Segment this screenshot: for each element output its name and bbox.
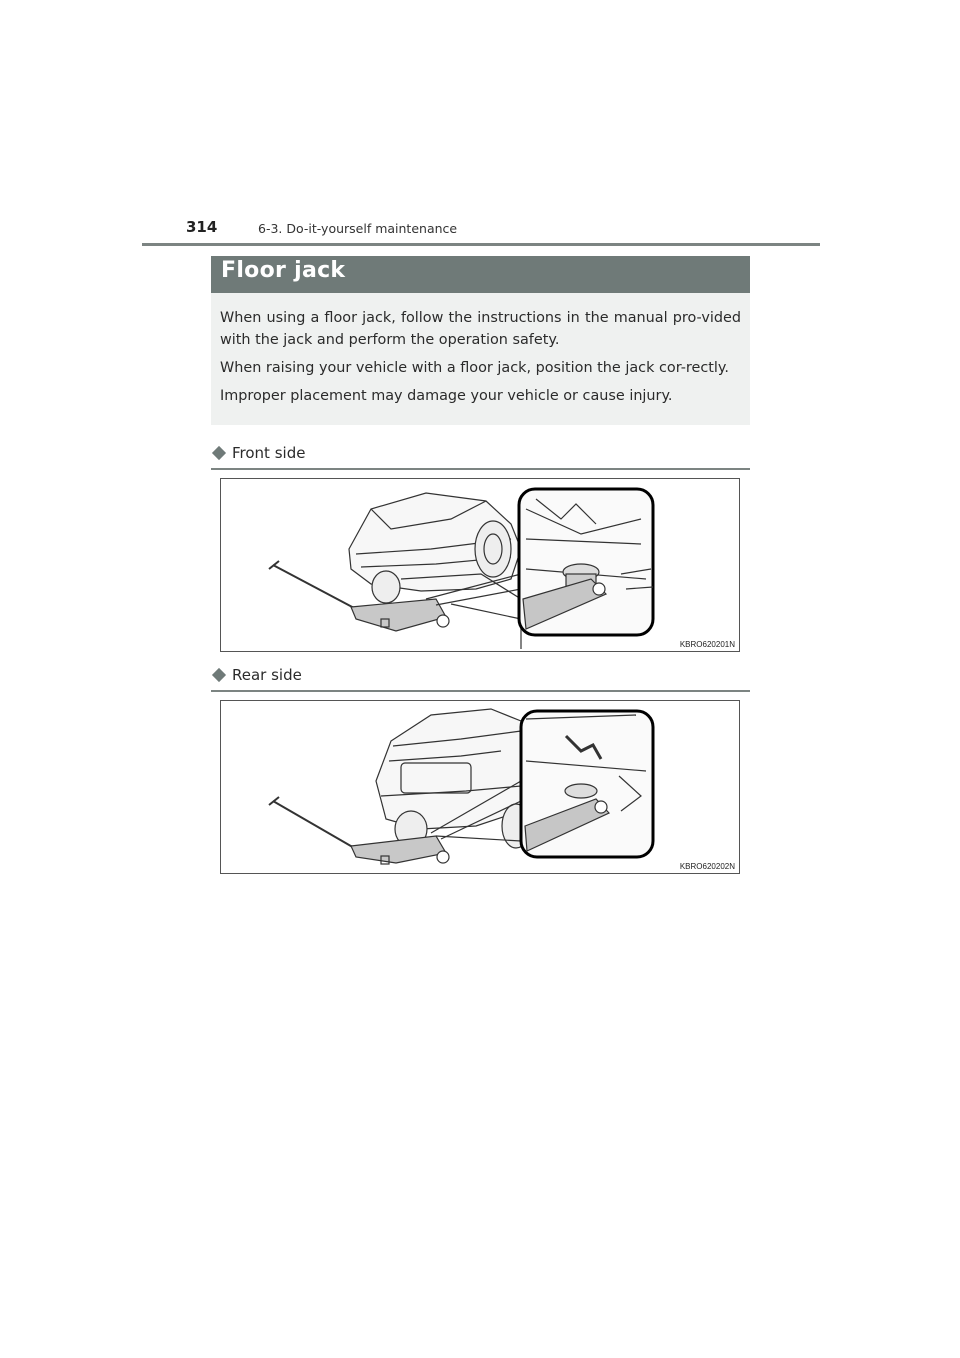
rear-jack-illustration [221, 701, 739, 873]
rear-side-divider [211, 690, 750, 692]
header-divider [142, 243, 820, 246]
rear-side-label: Rear side [232, 666, 302, 684]
front-jack-illustration [221, 479, 739, 651]
figure-code: KBRO620201N [679, 640, 735, 649]
intro-paragraph: When raising your vehicle with a floor jack, position the jack cor-rectly. [220, 360, 729, 376]
intro-paragraph: When using a floor jack, follow the instructions in the manual pro-vided with the jack and perform the operation safety. [220, 310, 741, 348]
front-side-divider [211, 468, 750, 470]
diamond-bullet-icon [212, 446, 226, 460]
diamond-bullet-icon [212, 668, 226, 682]
section-title: 6-3. Do-it-yourself maintenance [258, 221, 458, 236]
figure-code: KBRO620202N [679, 862, 735, 871]
front-side-label: Front side [232, 444, 306, 462]
page-title: Floor jack [221, 258, 346, 283]
title-bar [211, 256, 750, 293]
front-side-heading [211, 444, 305, 462]
intro-paragraph: Improper placement may damage your vehicle or cause injury. [220, 388, 673, 404]
page-header [0, 0, 960, 250]
intro-box [211, 293, 750, 425]
rear-side-heading [211, 666, 302, 684]
rear-jack-figure [220, 700, 740, 874]
front-jack-figure [220, 478, 740, 652]
page-number: 314 [186, 218, 218, 236]
